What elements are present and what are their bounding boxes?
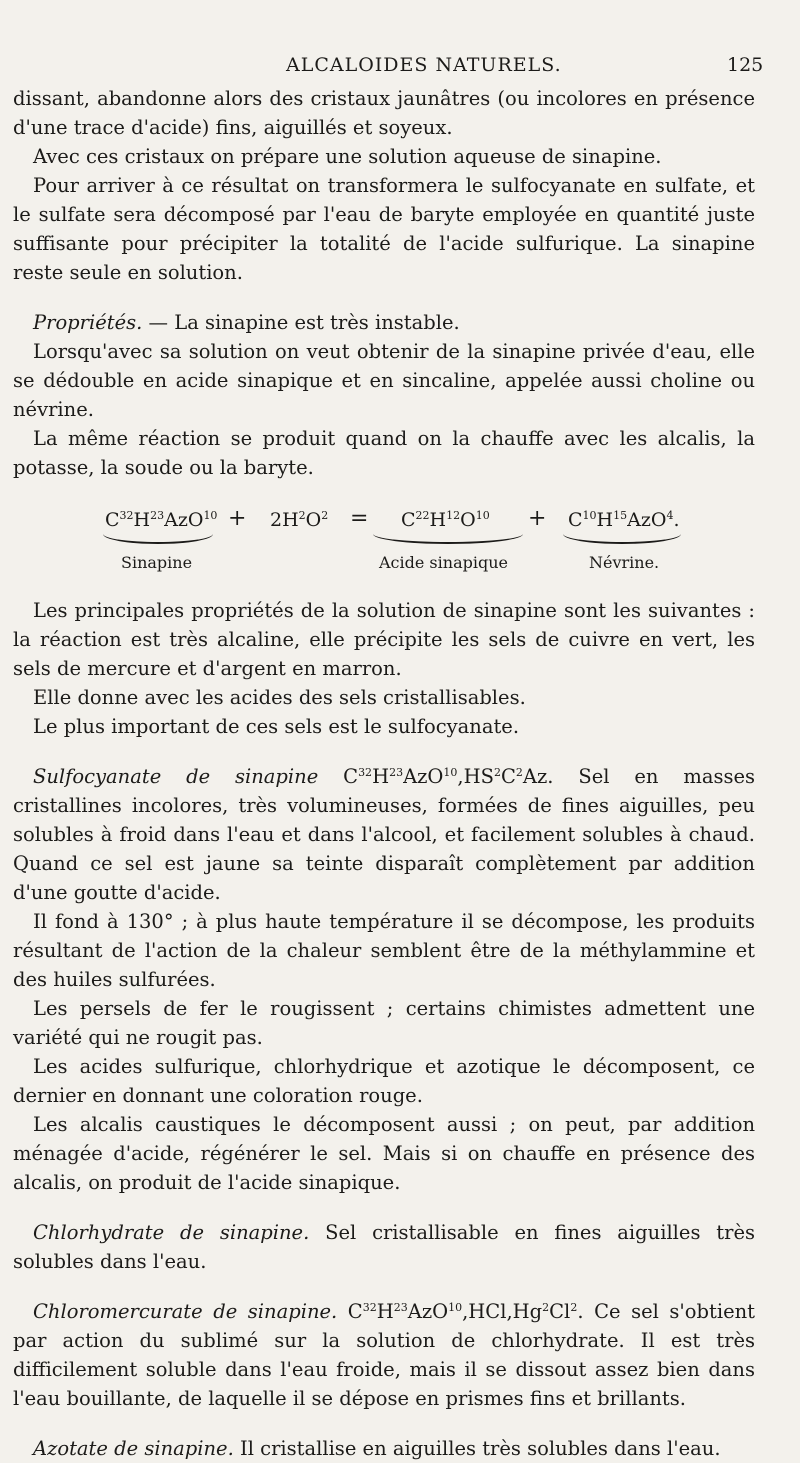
formula-exponent: 32	[362, 1301, 377, 1314]
formula-exponent: 22	[415, 509, 430, 522]
section-text: Sel cristallisable en fines aiguilles très solubles dans l'eau.	[13, 1221, 755, 1273]
formula-part: .	[577, 1300, 584, 1323]
running-title: ALCALOIDES NATURELS.	[286, 54, 562, 76]
formula-exponent: 10	[443, 766, 458, 779]
formula-part: ,HS	[457, 765, 494, 788]
paragraph: Les acides sulfurique, chlorhydrique et azotique le décomposent, ce dernier en donnant une coloration rouge.	[13, 1055, 755, 1107]
formula-part: AzO	[403, 765, 444, 788]
formula-exponent: 23	[393, 1301, 408, 1314]
paragraph: Il fond à 130° ; à plus haute température il se décompose, les produits résultant de l'action de la chaleur semblent être de la méthylammine et des huiles sulfurées.	[13, 910, 755, 991]
formula-sinapine	[105, 506, 217, 535]
formula-exponent: 2	[321, 509, 329, 522]
formula-exponent: 2	[493, 766, 501, 779]
section-sulfocyanate	[13, 762, 755, 907]
formula-exponent: 10	[475, 509, 490, 522]
formula-part: AzO	[627, 509, 667, 531]
paragraph: Les principales propriétés de la solution de sinapine sont les suivantes : la réaction est très alcaline, elle précipite les sels de cuivre en vert, les sels de mercure et d'argent en marron.	[13, 599, 755, 680]
formula-exponent: 12	[446, 509, 461, 522]
label-sinapic-acid: Acide sinapique	[379, 553, 508, 572]
formula-part: AzO	[407, 1300, 449, 1323]
formula-part: H	[133, 509, 151, 531]
formula-part: .	[673, 509, 680, 531]
paragraph: dissant, abandonne alors des cristaux jaunâtres (ou incolores en présence d'une trace d'acide) fins, aiguillés et soyeux.	[13, 87, 755, 139]
section-chloromercurate	[13, 1297, 755, 1413]
formula-part: C	[337, 1300, 363, 1323]
section-title: Azotate de sinapine.	[33, 1437, 234, 1460]
plus-sign: +	[228, 506, 247, 531]
paragraph: Pour arriver à ce résultat on transformera le sulfocyanate en sulfate, et le sulfate sera décomposé par l'eau de baryte employée en quantité juste suffisante pour précipiter la totalité de l'acide sulfurique. La sinapine reste seule en solution.	[13, 174, 755, 284]
section-title: Chlorhydrate de sinapine.	[33, 1221, 310, 1244]
formula-water	[270, 506, 328, 535]
equals-sign: =	[350, 506, 369, 531]
formula-exponent: 10	[448, 1301, 463, 1314]
chemical-equation	[13, 486, 755, 588]
formula-part: C	[500, 765, 516, 788]
formula-exponent: 23	[150, 509, 165, 522]
formula-exponent: 2	[298, 509, 306, 522]
formula-part: C	[568, 509, 583, 531]
formula-nevrine	[568, 506, 679, 535]
formula-part: H	[596, 509, 614, 531]
formula-part: C	[105, 509, 120, 531]
section-properties	[13, 308, 755, 337]
formula-part: H	[376, 1300, 394, 1323]
formula-part: 2H	[270, 509, 299, 531]
section-text: Il cristallise en aiguilles très solubles dans l'eau.	[233, 1437, 721, 1460]
formula-part: H	[372, 765, 390, 788]
paragraph: Avec ces cristaux on prépare une solution aqueuse de sinapine.	[33, 145, 662, 168]
paragraph: Le plus important de ces sels est le sulfocyanate.	[33, 715, 520, 738]
formula-exponent: 2	[542, 1301, 550, 1314]
label-nevrine: Névrine.	[589, 553, 660, 572]
brace-nevrine	[563, 534, 681, 544]
section-title: Sulfocyanate de sinapine	[33, 765, 319, 788]
paragraph: Les alcalis caustiques le décomposent aussi ; on peut, par addition ménagée d'acide, régénérer le sel. Mais si on chauffe en présence des alcalis, on produit de l'acide sinapique.	[13, 1113, 755, 1194]
formula-exponent: 4	[666, 509, 674, 522]
body-text	[13, 84, 755, 1463]
formula-part: AzO	[164, 509, 204, 531]
brace-sinapic-acid	[373, 534, 523, 544]
formula-exponent: 32	[358, 766, 373, 779]
formula-exponent: 23	[389, 766, 404, 779]
paragraph: La même réaction se produit quand on la chauffe avec les alcalis, la potasse, la soude ou la baryte.	[13, 427, 755, 479]
section-text: Ce sel s'obtient par action du sublimé sur la solution de chlorhydrate. Il est très difficilement soluble dans l'eau froide, mais il se dissout assez bien dans l'eau bouillante, de laquelle il se dépose en prismes fins et brillants.	[13, 1300, 756, 1410]
formula-part: C	[401, 509, 416, 531]
formula-exponent: 2	[515, 766, 523, 779]
formula-exponent: 15	[613, 509, 628, 522]
formula-exponent: 10	[203, 509, 218, 522]
paragraph: Les persels de fer le rougissent ; certains chimistes admettent une variété qui ne rougit pas.	[13, 997, 755, 1049]
formula-part: Az.	[522, 765, 554, 788]
formula-part: Cl	[549, 1300, 571, 1323]
formula-part: ,HCl,Hg	[462, 1300, 543, 1323]
formula-sinapic-acid	[401, 506, 490, 535]
section-text: Sel en masses cristallines incolores, très volumineuses, formées de fines aiguilles, peu solubles à froid dans l'eau et dans l'alcool, et facilement solubles à chaud. Quand ce sel est jaune sa teinte disparaît complètement par addition d'une goutte d'acide.	[13, 765, 755, 904]
section-title: Chloromercurate de sinapine.	[33, 1300, 338, 1323]
section-text: — La sinapine est très instable.	[142, 311, 460, 334]
formula-part: O	[305, 509, 322, 531]
section-azotate	[13, 1434, 755, 1463]
section-chlorhydrate	[13, 1218, 755, 1276]
brace-sinapine	[103, 534, 213, 544]
paragraph: Elle donne avec les acides des sels cristallisables.	[33, 686, 526, 709]
formula-exponent: 2	[570, 1301, 578, 1314]
paragraph: Lorsqu'avec sa solution on veut obtenir de la sinapine privée d'eau, elle se dédouble en acide sinapique et en sincaline, appelée aussi choline ou névrine.	[13, 340, 755, 421]
section-formula	[318, 765, 553, 788]
section-title: Propriétés.	[33, 311, 143, 334]
plus-sign: +	[528, 506, 547, 531]
formula-part: O	[460, 509, 476, 531]
label-sinapine: Sinapine	[121, 553, 193, 572]
page-header	[0, 48, 800, 78]
page-number: 125	[727, 54, 764, 76]
formula-part: C	[318, 765, 359, 788]
formula-exponent: 32	[119, 509, 134, 522]
section-formula	[337, 1300, 583, 1323]
formula-exponent: 10	[582, 509, 597, 522]
formula-part: H	[429, 509, 447, 531]
